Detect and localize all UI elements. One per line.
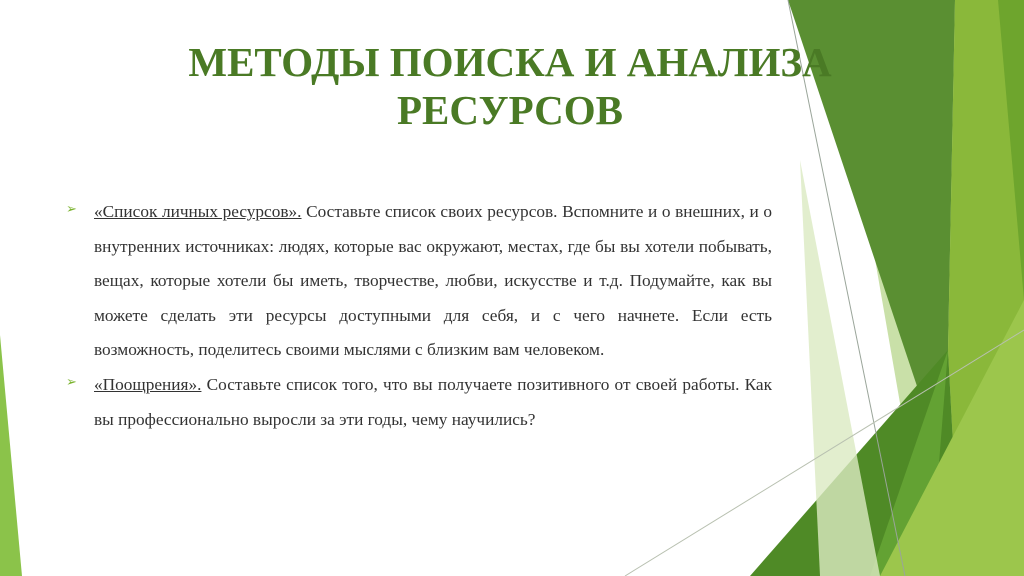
- item-term: «Поощрения».: [94, 374, 202, 394]
- content-list: [66, 195, 772, 437]
- list-item: [66, 368, 772, 437]
- page-title: [150, 38, 870, 134]
- title-line-2: РЕСУРСОВ: [397, 87, 623, 133]
- arrowhead-bullet-icon: ➢: [66, 374, 77, 390]
- list-item: [66, 195, 772, 368]
- title-line-1: МЕТОДЫ ПОИСКА И АНАЛИЗА: [188, 39, 832, 85]
- item-text: Составьте список своих ресурсов. Вспомните и о внешних, и о внутренних источниках: людях, которые вас окружают, местах, где бы вы хотели побывать, вещах, которые хотели бы иметь, творчестве, любви, искусстве и т.д. Подумайте, как вы можете сделать эти ресурсы доступными для себя, и с чего начнете. Если есть возможность, поделитесь своими мыслями с близким вам человеком.: [94, 202, 772, 360]
- arrowhead-bullet-icon: ➢: [66, 202, 77, 217]
- item-term: «Список личных ресурсов».: [94, 202, 302, 221]
- item-text: Составьте список того, что вы получаете позитивного от своей работы. Как вы профессионально выросли за эти годы, чему научились?: [94, 374, 772, 429]
- left-edge-shape: [0, 335, 22, 576]
